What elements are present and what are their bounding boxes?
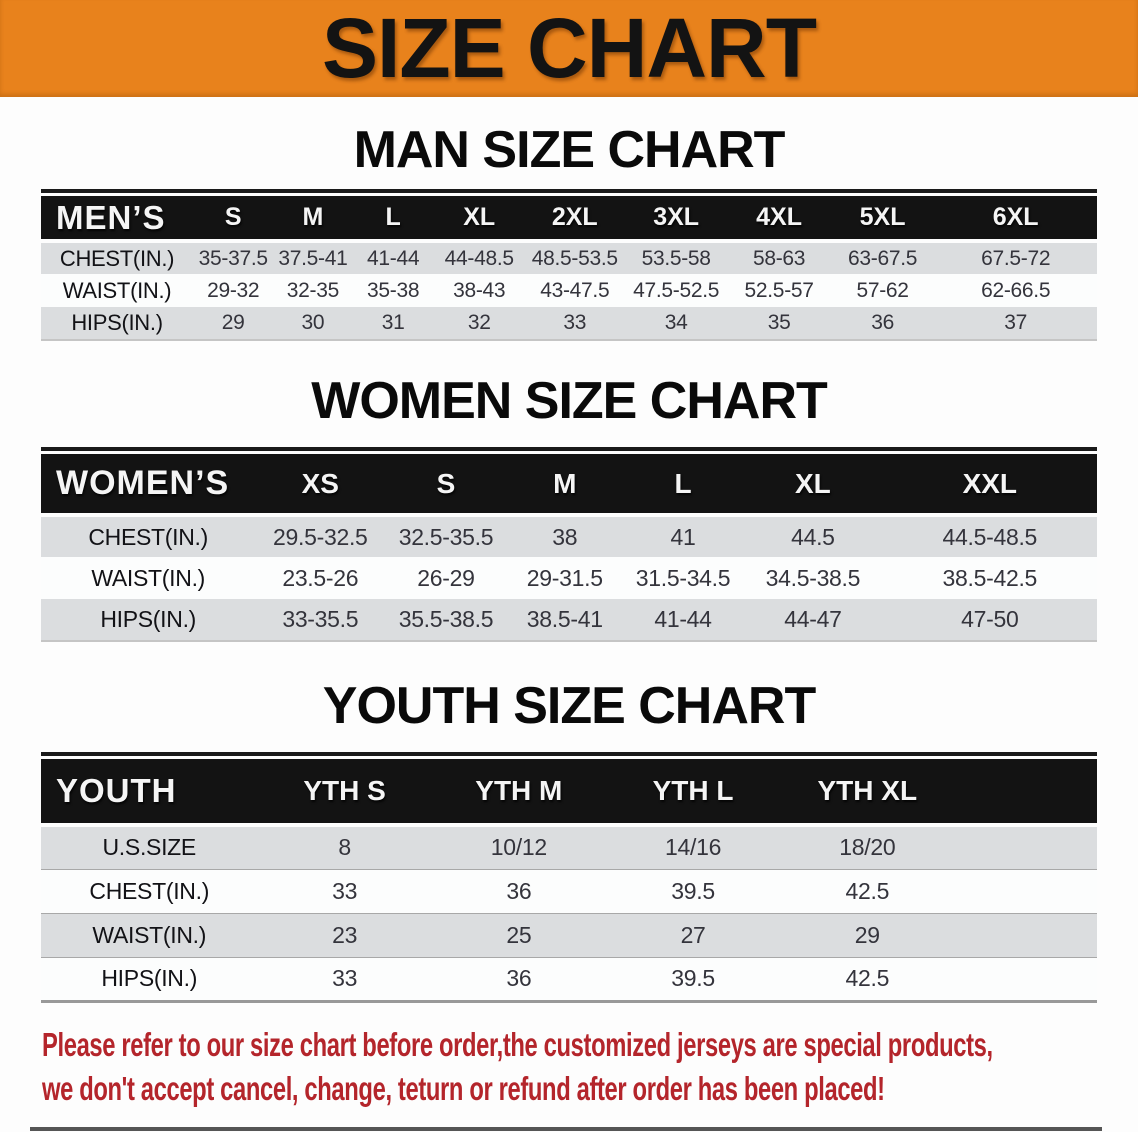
- size-value: 31: [381, 311, 405, 334]
- man-size-table: [41, 189, 1097, 341]
- youth-size-table: [41, 752, 1097, 1003]
- bottom-edge-line: [30, 1127, 1102, 1131]
- man-column-header-2xl: 2XL: [525, 196, 625, 241]
- size-value: 48.5-53.5: [531, 246, 618, 270]
- size-value: 35.5-38.5: [398, 606, 494, 632]
- size-value: 26-29: [417, 564, 475, 591]
- man-column-header-6xl: 6XL: [934, 196, 1097, 241]
- size-value: 23: [332, 921, 358, 948]
- size-value: 32.5-35.5: [398, 523, 494, 550]
- size-value: 35-38: [367, 278, 420, 302]
- size-value: 43-47.5: [540, 278, 610, 302]
- banner-title: SIZE CHART: [322, 1, 816, 95]
- row-label: WAIST(IN.): [91, 564, 206, 591]
- size-value: 34: [664, 311, 688, 334]
- size-value: 36: [506, 877, 532, 904]
- size-value: 44.5-48.5: [942, 523, 1038, 550]
- size-value: 32: [467, 311, 491, 334]
- size-value: 39.5: [671, 965, 715, 991]
- size-value: 44.5: [791, 523, 835, 550]
- row-label: WAIST(IN.): [92, 921, 207, 948]
- women-column-header-xxl: XXL: [883, 454, 1097, 515]
- size-value: 14/16: [665, 834, 722, 861]
- size-value: 33: [332, 965, 358, 991]
- size-value: 53.5-58: [641, 246, 711, 270]
- man-column-header-s: S: [193, 196, 273, 241]
- size-value: 62-66.5: [981, 278, 1051, 302]
- youth-table-title: YOUTH: [41, 759, 257, 825]
- size-value: 32-35: [286, 278, 340, 302]
- youth-header-spacer: [954, 759, 1097, 825]
- size-value: 33-35.5: [282, 606, 359, 632]
- youth-row-spacer: [954, 825, 1097, 869]
- size-value: 18/20: [839, 834, 896, 861]
- size-value: 35-37.5: [198, 246, 268, 270]
- size-value: 57-62: [856, 278, 909, 302]
- man-column-header-xl: XL: [434, 196, 525, 241]
- size-value: 29-32: [207, 278, 260, 302]
- size-value: 29-31.5: [526, 564, 603, 591]
- size-chart-banner: [0, 0, 1138, 97]
- women-size-chart-heading: WOMEN SIZE CHART: [311, 372, 827, 430]
- row-label: HIPS(IN.): [100, 606, 197, 632]
- women-table-title: WOMEN’S: [41, 454, 255, 515]
- row-label: CHEST(IN.): [89, 877, 210, 904]
- size-value: 47-50: [961, 606, 1019, 632]
- size-value: 29: [221, 311, 245, 334]
- size-value: 41-44: [654, 606, 712, 632]
- size-value: 44-47: [784, 606, 842, 632]
- youth-row-spacer: [954, 869, 1097, 913]
- size-value: 27: [680, 921, 706, 948]
- youth-row-u-s-size: [41, 825, 1097, 869]
- size-value: 52.5-57: [744, 278, 814, 302]
- size-value: 63-67.5: [848, 246, 918, 270]
- row-label: HIPS(IN.): [71, 310, 163, 335]
- size-value: 29: [854, 921, 880, 948]
- man-header-row: [41, 196, 1097, 241]
- youth-row-waist-in: [41, 913, 1097, 957]
- youth-row-hips-in: [41, 957, 1097, 1001]
- man-column-header-l: L: [353, 196, 434, 241]
- size-value: 37.5-41: [278, 246, 348, 270]
- size-value: 10/12: [490, 834, 547, 861]
- women-column-header-l: L: [623, 454, 743, 515]
- man-column-header-3xl: 3XL: [625, 196, 727, 241]
- size-value: 41: [670, 523, 696, 550]
- women-row-waist-in: [41, 557, 1097, 599]
- man-row-hips-in: [41, 307, 1097, 340]
- row-label: U.S.SIZE: [102, 834, 196, 861]
- size-value: 38.5-42.5: [942, 564, 1038, 591]
- youth-header-row: [41, 759, 1097, 825]
- youth-row-chest-in: [41, 869, 1097, 913]
- size-value: 41-44: [367, 246, 420, 270]
- man-row-waist-in: [41, 274, 1097, 307]
- size-value: 38.5-41: [526, 606, 603, 632]
- size-value: 36: [871, 311, 894, 334]
- women-header-row: [41, 454, 1097, 515]
- size-value: 67.5-72: [981, 246, 1051, 270]
- size-value: 39.5: [671, 877, 715, 904]
- row-label: HIPS(IN.): [101, 965, 198, 991]
- women-size-table: [41, 447, 1097, 642]
- size-value: 42.5: [845, 877, 890, 904]
- youth-column-header-yth-m: YTH M: [432, 759, 606, 825]
- man-column-header-4xl: 4XL: [727, 196, 830, 241]
- size-value: 34.5-38.5: [765, 564, 861, 591]
- size-value: 33: [563, 311, 587, 334]
- women-row-hips-in: [41, 599, 1097, 641]
- size-value: 33: [332, 877, 358, 904]
- row-label: CHEST(IN.): [88, 523, 209, 550]
- man-column-header-5xl: 5XL: [831, 196, 934, 241]
- youth-column-header-yth-l: YTH L: [606, 759, 780, 825]
- women-column-header-s: S: [385, 454, 506, 515]
- youth-size-chart-heading: YOUTH SIZE CHART: [322, 677, 816, 735]
- size-value: 38-43: [453, 278, 506, 302]
- disclaimer-line-1: Please refer to our size chart before order,the customized jerseys are special products,: [42, 1025, 993, 1063]
- disclaimer-note: [42, 1023, 1100, 1111]
- size-value: 38: [552, 523, 578, 550]
- women-column-header-m: M: [507, 454, 623, 515]
- size-value: 42.5: [845, 965, 890, 991]
- women-column-header-xl: XL: [743, 454, 882, 515]
- man-table-title: MEN’S: [41, 196, 193, 241]
- youth-row-spacer: [954, 957, 1097, 1001]
- size-value: 37: [1004, 311, 1028, 334]
- size-value: 58-63: [752, 246, 806, 270]
- man-size-chart-heading: MAN SIZE CHART: [353, 121, 785, 179]
- size-value: 47.5-52.5: [633, 278, 720, 302]
- youth-column-header-yth-s: YTH S: [257, 759, 431, 825]
- row-label: CHEST(IN.): [59, 245, 175, 271]
- size-value: 23.5-26: [282, 564, 359, 591]
- youth-column-header-yth-xl: YTH XL: [780, 759, 954, 825]
- row-label: WAIST(IN.): [62, 277, 172, 303]
- size-value: 30: [301, 311, 325, 334]
- man-column-header-m: M: [273, 196, 352, 241]
- size-value: 35: [767, 311, 791, 334]
- size-value: 36: [506, 965, 532, 991]
- size-value: 29.5-32.5: [273, 523, 368, 550]
- disclaimer-line-2: we don't accept cancel, change, teturn or refund after order has been placed!: [42, 1069, 885, 1107]
- man-row-chest-in: [41, 241, 1097, 274]
- size-value: 8: [338, 834, 351, 861]
- size-value: 44-48.5: [444, 246, 514, 270]
- size-value: 31.5-34.5: [635, 564, 731, 591]
- size-value: 25: [506, 921, 532, 948]
- women-row-chest-in: [41, 515, 1097, 557]
- youth-row-spacer: [954, 913, 1097, 957]
- women-column-header-xs: XS: [255, 454, 385, 515]
